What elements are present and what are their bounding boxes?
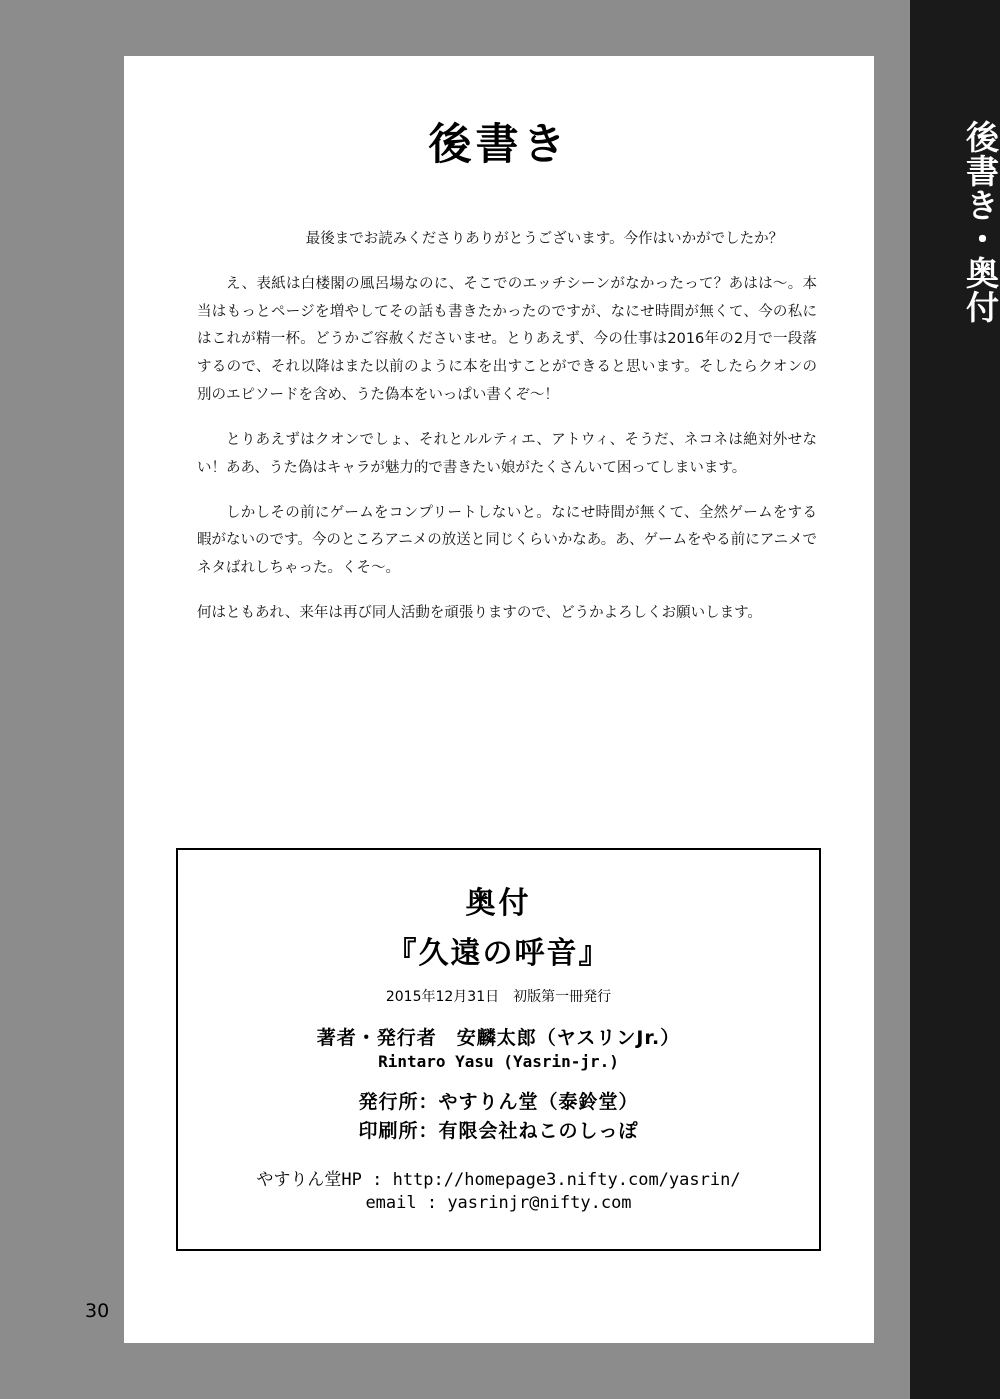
colophon-author: 著者・発行者 安麟太郎（ヤスリンJr.）: [316, 1027, 681, 1049]
afterword-body: [197, 226, 817, 645]
bleed-bar-top: [0, 0, 1000, 56]
afterword-paragraph: 最後までお読みくださりありがとうございます。今作はいかがでしたか？: [305, 231, 784, 247]
colophon-email: email : yasrinjr@nifty.com: [365, 1193, 632, 1213]
colophon-work-title: 『久遠の呼音』: [386, 936, 611, 971]
colophon-author-romaji: Rintaro Yasu (Yasrin-jr.): [378, 1052, 619, 1071]
colophon-printer: 印刷所：有限会社ねこのしっぽ: [358, 1120, 639, 1142]
colophon-box: [176, 848, 821, 1251]
colophon-date: 2015年12月31日 初版第一冊発行: [385, 989, 612, 1005]
afterword-paragraph: え、表紙は白楼閣の風呂場なのに、そこでのエッチシーンがなかったって？あはは〜。本当はもっとページを増やしてその話も書きたかったのですが、なにせ時間が無くて、今の私にはこれが精一杯。どうかご容赦くださいませ。とりあえず、今の仕事は2016年の2月で一段落するので、それ以降はまた以前のように本を出すことができると思います。そしたらクオンの別のエピソードを含め、うた偽本をいっぱい書くぞ〜！: [197, 275, 817, 404]
page-canvas: [124, 56, 874, 1343]
bleed-bar-left: [0, 0, 124, 1399]
colophon-title: 奥付: [465, 886, 532, 921]
colophon-publisher: 発行所：やすりん堂（泰鈴堂）: [358, 1091, 639, 1113]
afterword-paragraph: しかしその前にゲームをコンプリートしないと。なにせ時間が無くて、全然ゲームをする暇がないのです。今のところアニメの放送と同じくらいかなあ。あ、ゲームをやる前にアニメでネタばれしちゃった。くそ〜。: [197, 504, 817, 577]
afterword-paragraph: 何はともあれ、来年は再び同人活動を頑張りますので、どうかよろしくお願いします。: [197, 605, 762, 622]
bleed-bar-bottom: [0, 1343, 1000, 1399]
page-number: 30: [85, 1300, 110, 1322]
colophon-homepage: やすりん堂HP : http://homepage3.nifty.com/yasrin/: [256, 1170, 741, 1190]
afterword-paragraph: とりあえずはクオンでしょ、それとルルティエ、アトウィ、そうだ、ネコネは絶対外せない！ああ、うた偽はキャラが魅力的で書きたい娘がたくさんいて困ってしまいます。: [197, 431, 817, 476]
bleed-bar-right: [874, 0, 910, 1399]
section-tab-label: 後書き・奥付: [961, 120, 1000, 324]
page-title: 後書き: [428, 120, 570, 170]
